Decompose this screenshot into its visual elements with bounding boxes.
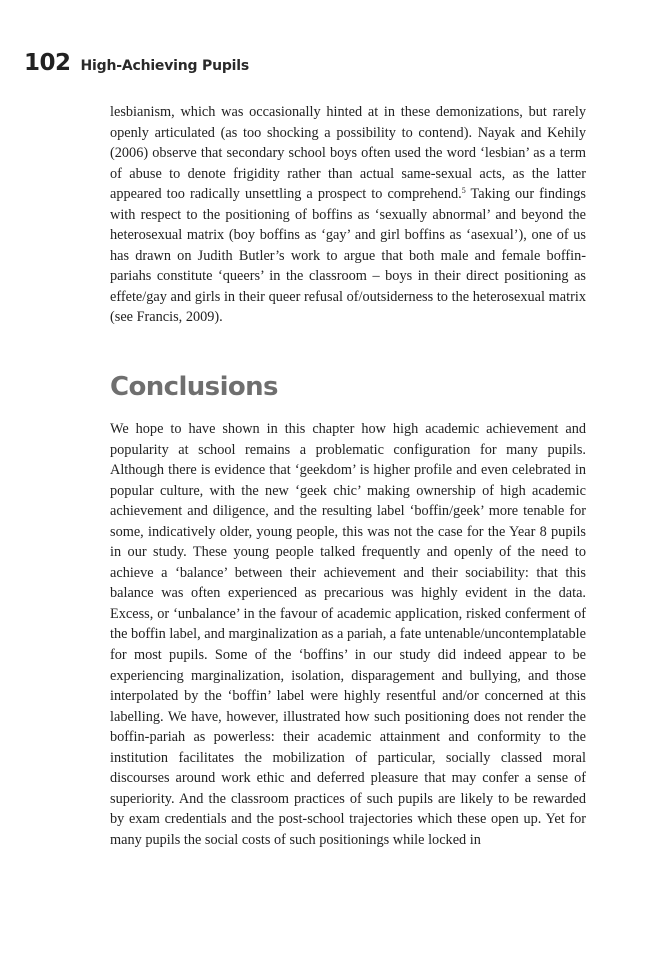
paragraph-text: lesbianism, which was occasionally hinted at in these demonizations, but rarely openly articulated (as too shocking a possibility to contend). Nayak and Kehily (2006) observe that secondary school boys often used the word ‘lesbian’ as a term of abuse to denote frigidity rather than actual same-sexual acts, as the latter appeared too radically unsettling a prospect to comprehend. <box>110 104 586 203</box>
footnote-marker: 5 <box>461 186 466 196</box>
section-heading: Conclusions <box>110 372 278 402</box>
running-title: High-Achieving Pupils <box>80 58 249 74</box>
paragraph-conclusions: We hope to have shown in this chapter how high academic achievement and popularity at school remains a problematic configuration for many pupils. Although there is evidence that ‘geekdom’ is higher profile and even celebrated in popular culture, with the new ‘geek chic’ making ownership of high academic achievement and diligence, and the resulting label ‘boffin/geek’ more tenable for some, indicatively older, young people, this was not the case for the Year 8 pupils in our study. These young people talked frequently and openly of the need to achieve a ‘balance’ between their achievement and their sociability: that this balance was often experienced as precarious was highly evident in the data. Excess, or ‘unbalance’ in the favour of academic application, risked conferment of the boffin label, and marginalization as a pariah, a fate untenable/uncontemplatable for most pupils. Some of the ‘boffins’ in our study did indeed appear to be experiencing marginalization, isolation, disparagement and bullying, and those interpolated by the ‘boffin’ label were highly resentful and/or concerned at this labelling. We have, however, illustrated how such positioning does not render the boffin-pariah as powerless: their academic attainment and conformity to the institution facilitates the mobilization of particular, socially classed moral discourses around work ethic and deferred pleasure that may confer a sense of superiority. And the classroom practices of such pupils are likely to be rewarded by exam credentials and the post-school trajectories which these open up. Yet for many pupils the social costs of such positionings while locked in <box>110 421 586 848</box>
page-number: 102 <box>24 50 71 76</box>
paragraph-continued <box>110 102 586 328</box>
running-head <box>24 50 249 76</box>
paragraph-text: Taking our findings with respect to the positioning of boffins as ‘sexually abnormal’ and beyond the heterosexual matrix (boy boffins as ‘gay’ and girl boffins as ‘asexual’), one of us has drawn on Judith Butler’s work to argue that both male and female boffin-pariahs constitute ‘queers’ in the classroom – boys in their direct positioning as effete/gay and girls in their queer refusal of/outsiderness to the heterosexual matrix (see Francis, 2009). <box>110 186 586 326</box>
